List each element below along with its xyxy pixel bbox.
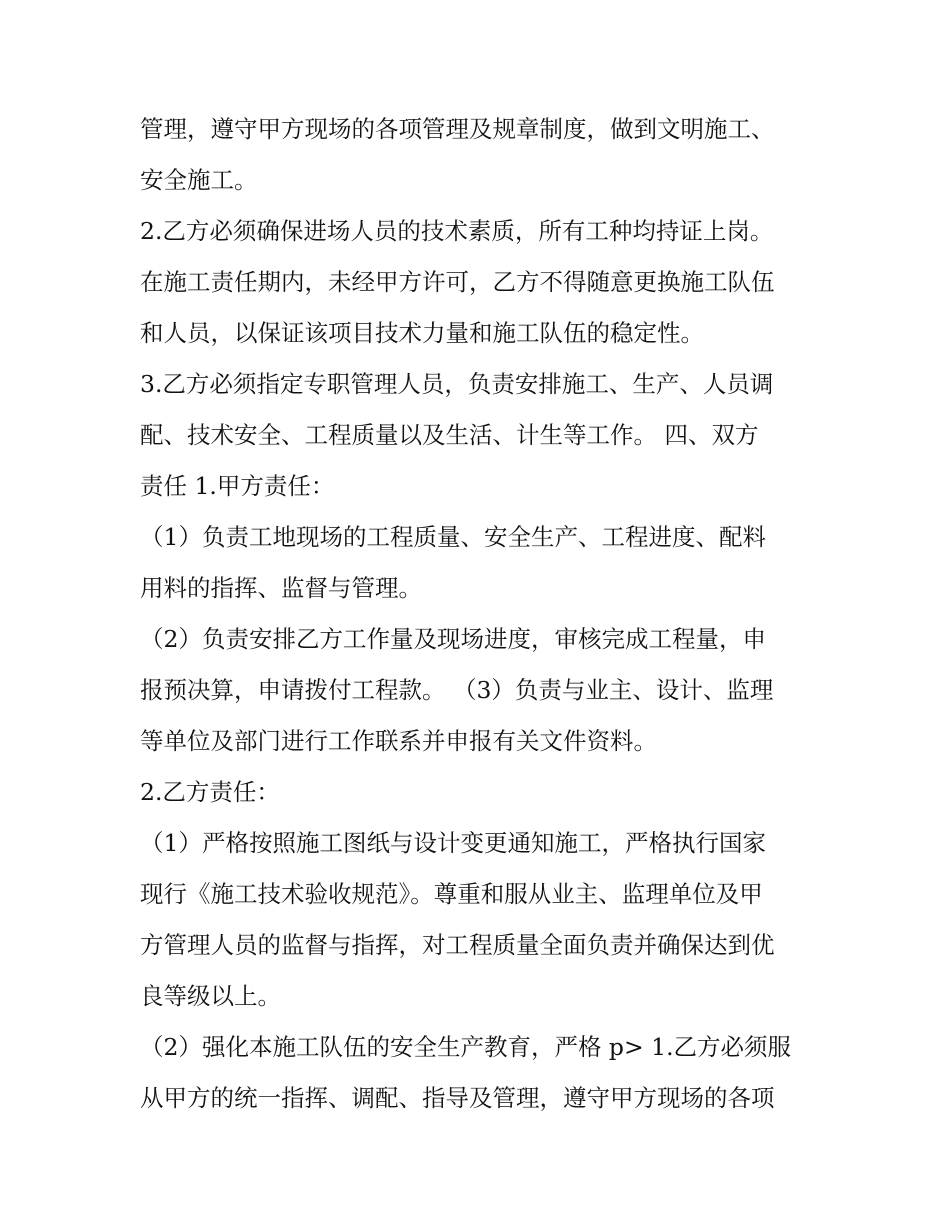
text-line: 良等级以上。 xyxy=(140,982,281,1010)
text-line: 3.乙方必须指定专职管理人员，负责安排施工、生产、人员调 xyxy=(140,370,774,398)
text-line: 安全施工。 xyxy=(140,166,258,194)
document-body xyxy=(140,104,820,1124)
text-line: 现行《施工技术验收规范》。尊重和服从业主、监理单位及甲 xyxy=(140,880,763,908)
text-line: （2）负责安排乙方工作量及现场进度，审核完成工程量，申 xyxy=(140,625,766,653)
text-line: （2）强化本施工队伍的安全生产教育，严格 p> 1.乙方必须服 xyxy=(140,1033,792,1061)
text-line: 2.乙方必须确保进场人员的技术素质，所有工种均持证上岗。 xyxy=(140,217,774,245)
text-line: 责任 1.甲方责任： xyxy=(140,472,335,500)
text-line: （1）严格按照施工图纸与设计变更通知施工，严格执行国家 xyxy=(140,829,766,857)
text-line: 方管理人员的监督与指挥，对工程质量全面负责并确保达到优 xyxy=(140,931,775,959)
text-line: （1）负责工地现场的工程质量、安全生产、工程进度、配料 xyxy=(140,523,766,551)
text-line: 报预决算，申请拨付工程款。 （3）负责与业主、设计、监理 xyxy=(140,676,774,704)
text-line: 等单位及部门进行工作联系并申报有关文件资料。 xyxy=(140,727,657,755)
text-line: 配、技术安全、工程质量以及生活、计生等工作。 四、双方 xyxy=(140,421,759,449)
text-line: 用料的指挥、监督与管理。 xyxy=(140,574,422,602)
text-line: 在施工责任期内，未经甲方许可，乙方不得随意更换施工队伍 xyxy=(140,268,775,296)
text-line: 从甲方的统一指挥、调配、指导及管理，遵守甲方现场的各项 xyxy=(140,1084,775,1112)
text-line: 管理，遵守甲方现场的各项管理及规章制度，做到文明施工、 xyxy=(140,115,775,143)
text-line: 和人员，以保证该项目技术力量和施工队伍的稳定性。 xyxy=(140,319,704,347)
text-line: 2.乙方责任： xyxy=(140,778,280,806)
